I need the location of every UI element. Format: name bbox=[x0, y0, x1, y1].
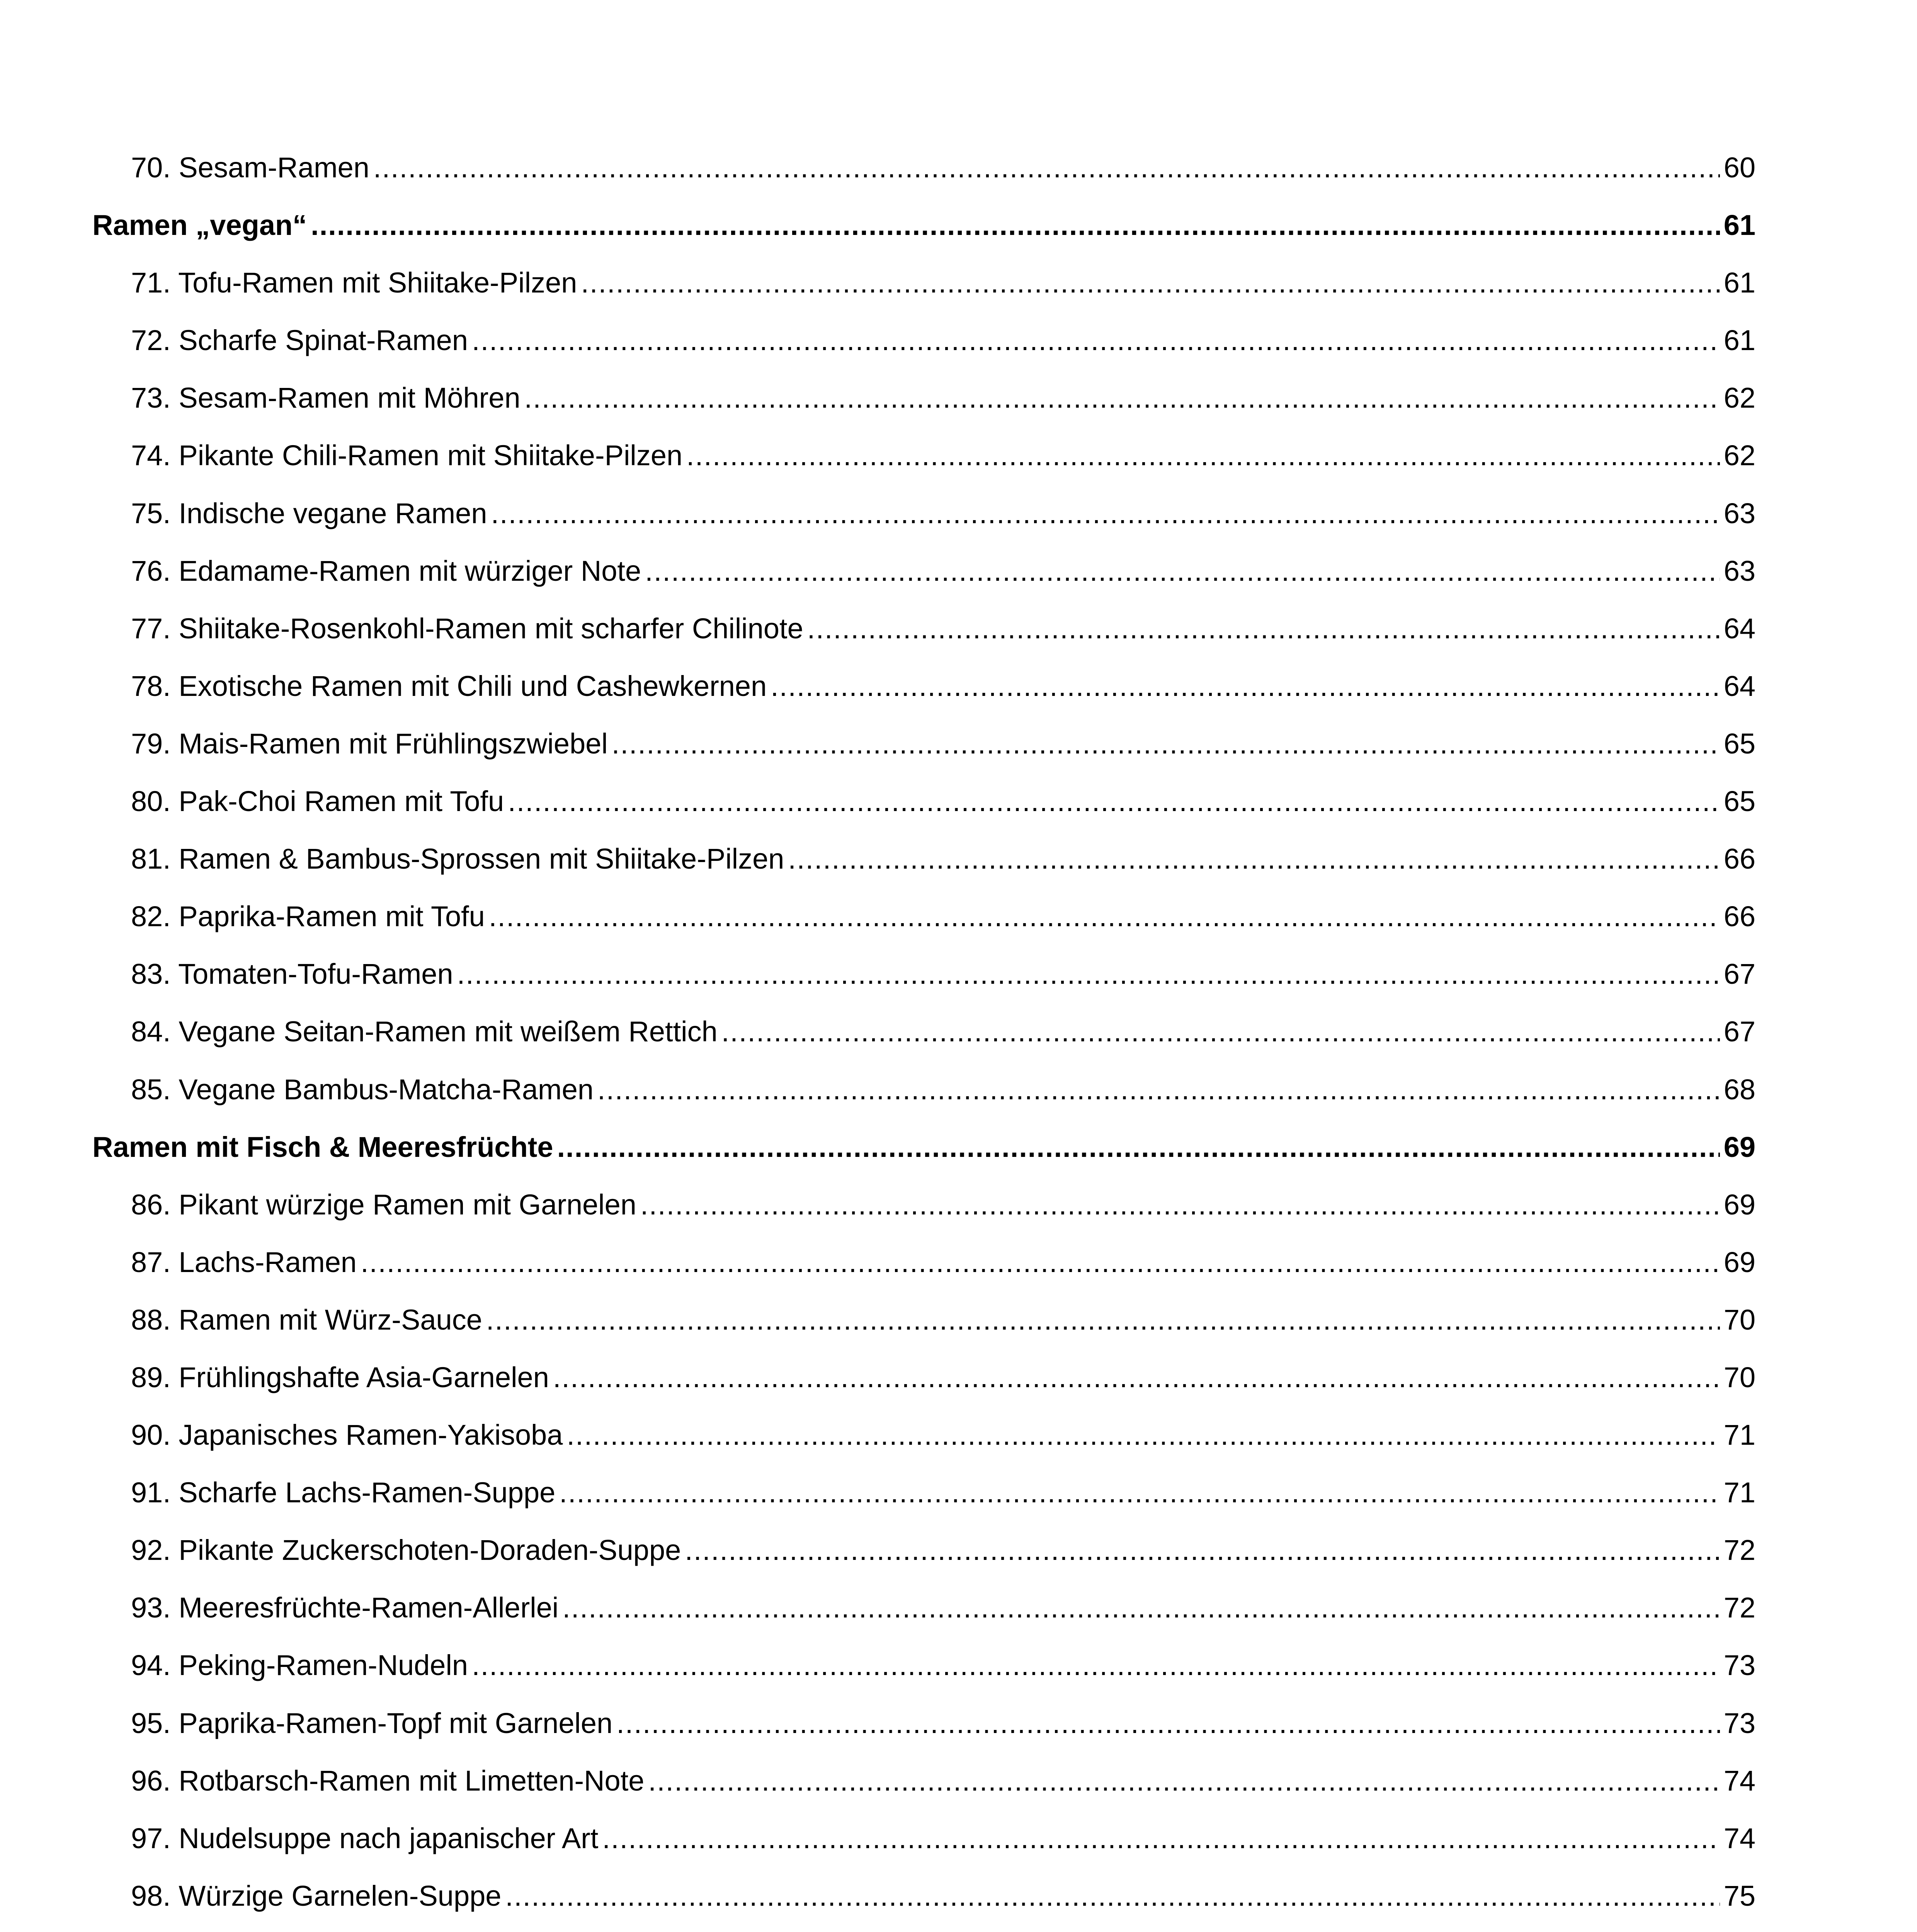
dot-leader bbox=[645, 1925, 1720, 1932]
toc-entry[interactable] bbox=[92, 1406, 1755, 1464]
recipe-title: 89. Frühlingshafte Asia-Garnelen bbox=[131, 1361, 549, 1393]
page-number: 65 bbox=[1723, 785, 1755, 818]
dot-leader bbox=[566, 1406, 1720, 1464]
page-number bbox=[1724, 1925, 1755, 1932]
dot-leader bbox=[524, 369, 1720, 427]
recipe-title: 91. Scharfe Lachs-Ramen-Suppe bbox=[131, 1476, 556, 1509]
section-title: Ramen mit Fisch & Meeresfrüchte bbox=[92, 1131, 553, 1163]
recipe-title: 97. Nudelsuppe nach japanischer Art bbox=[131, 1822, 599, 1854]
recipe-title: 86. Pikant würzige Ramen mit Garnelen bbox=[131, 1188, 636, 1221]
page-number: 67 bbox=[1723, 958, 1755, 990]
page-number: 64 bbox=[1723, 612, 1755, 645]
page-number: 64 bbox=[1723, 670, 1755, 702]
recipe-title: 95. Paprika-Ramen-Topf mit Garnelen bbox=[131, 1707, 613, 1739]
page-number: 68 bbox=[1723, 1073, 1755, 1105]
dot-leader bbox=[505, 1867, 1720, 1925]
dot-leader bbox=[640, 1176, 1720, 1233]
page-number: 72 bbox=[1723, 1534, 1755, 1566]
dot-leader bbox=[721, 1003, 1720, 1060]
recipe-title: 94. Peking-Ramen-Nudeln bbox=[131, 1649, 468, 1682]
dot-leader bbox=[557, 1118, 1720, 1176]
toc-entry[interactable] bbox=[92, 427, 1755, 484]
toc-entry[interactable] bbox=[92, 1521, 1755, 1579]
dot-leader bbox=[559, 1464, 1720, 1521]
dot-leader bbox=[553, 1349, 1720, 1406]
page-number: 61 bbox=[1723, 267, 1755, 299]
page-number: 69 bbox=[1723, 1188, 1755, 1221]
dot-leader bbox=[616, 1694, 1720, 1752]
toc-entry[interactable] bbox=[92, 311, 1755, 369]
toc-entry[interactable] bbox=[92, 1349, 1755, 1406]
recipe-title: 78. Exotische Ramen mit Chili und Cashewkernen bbox=[131, 670, 767, 702]
page-number: 71 bbox=[1723, 1419, 1755, 1451]
toc-entry[interactable] bbox=[92, 1061, 1755, 1118]
dot-leader bbox=[508, 772, 1720, 830]
toc-entry[interactable] bbox=[92, 888, 1755, 945]
toc-entry[interactable] bbox=[92, 715, 1755, 772]
recipe-title: 98. Würzige Garnelen-Suppe bbox=[131, 1879, 502, 1912]
page-number: 66 bbox=[1723, 843, 1755, 875]
toc-entry[interactable] bbox=[92, 1694, 1755, 1752]
recipe-title: 73. Sesam-Ramen mit Möhren bbox=[131, 382, 520, 414]
dot-leader bbox=[648, 1752, 1720, 1810]
dot-leader bbox=[612, 715, 1720, 772]
toc-entry[interactable] bbox=[92, 772, 1755, 830]
toc-entry[interactable] bbox=[92, 1464, 1755, 1521]
dot-leader bbox=[491, 485, 1720, 542]
toc-entry[interactable] bbox=[92, 657, 1755, 715]
toc-entry[interactable] bbox=[92, 1291, 1755, 1349]
toc-entry[interactable] bbox=[92, 1003, 1755, 1060]
dot-leader bbox=[486, 1291, 1720, 1349]
recipe-title: 84. Vegane Seitan-Ramen mit weißem Rettich bbox=[131, 1015, 718, 1048]
toc-entry[interactable] bbox=[92, 485, 1755, 542]
recipe-title: 75. Indische vegane Ramen bbox=[131, 497, 487, 529]
recipe-title: 90. Japanisches Ramen-Yakisoba bbox=[131, 1419, 563, 1451]
toc-section-heading[interactable] bbox=[92, 1118, 1755, 1176]
recipe-title bbox=[131, 1925, 641, 1932]
dot-leader bbox=[361, 1233, 1720, 1291]
recipe-title: 85. Vegane Bambus-Matcha-Ramen bbox=[131, 1073, 594, 1105]
toc-entry[interactable] bbox=[92, 1752, 1755, 1810]
page-number: 74 bbox=[1723, 1822, 1755, 1854]
page-number: 63 bbox=[1723, 554, 1755, 587]
toc-entry[interactable] bbox=[92, 542, 1755, 600]
toc-entry[interactable] bbox=[92, 1176, 1755, 1233]
toc-entry[interactable] bbox=[92, 1579, 1755, 1636]
dot-leader bbox=[472, 311, 1720, 369]
recipe-title: 82. Paprika-Ramen mit Tofu bbox=[131, 900, 485, 933]
toc-entry[interactable] bbox=[92, 1810, 1755, 1867]
page-number: 75 bbox=[1723, 1879, 1755, 1912]
recipe-title: 96. Rotbarsch-Ramen mit Limetten-Note bbox=[131, 1764, 645, 1797]
page-number: 62 bbox=[1723, 439, 1755, 472]
toc-entry[interactable] bbox=[92, 600, 1755, 657]
recipe-title: 76. Edamame-Ramen mit würziger Note bbox=[131, 554, 641, 587]
dot-leader bbox=[311, 196, 1720, 254]
dot-leader bbox=[602, 1810, 1720, 1867]
toc-entry[interactable] bbox=[92, 254, 1755, 311]
toc-entry[interactable] bbox=[92, 139, 1755, 196]
page-number: 70 bbox=[1723, 1303, 1755, 1336]
recipe-title: 87. Lachs-Ramen bbox=[131, 1246, 357, 1278]
page-number: 63 bbox=[1723, 497, 1755, 529]
page-number: 72 bbox=[1723, 1592, 1755, 1624]
dot-leader bbox=[489, 888, 1720, 945]
dot-leader bbox=[685, 1521, 1720, 1579]
recipe-title: 83. Tomaten-Tofu-Ramen bbox=[131, 958, 453, 990]
toc-section-heading[interactable] bbox=[92, 196, 1755, 254]
dot-leader bbox=[457, 945, 1720, 1003]
toc-entry[interactable] bbox=[92, 945, 1755, 1003]
recipe-title: 71. Tofu-Ramen mit Shiitake-Pilzen bbox=[131, 267, 577, 299]
recipe-title: 80. Pak-Choi Ramen mit Tofu bbox=[131, 785, 504, 818]
dot-leader bbox=[373, 139, 1720, 196]
page-number: 74 bbox=[1723, 1764, 1755, 1797]
dot-leader bbox=[562, 1579, 1720, 1636]
page-number: 73 bbox=[1723, 1649, 1755, 1682]
recipe-title: 93. Meeresfrüchte-Ramen-Allerlei bbox=[131, 1592, 559, 1624]
toc-entry[interactable] bbox=[92, 1636, 1755, 1694]
recipe-title: 81. Ramen & Bambus-Sprossen mit Shiitake-Pilzen bbox=[131, 843, 784, 875]
dot-leader bbox=[581, 254, 1720, 311]
page-number: 67 bbox=[1723, 1015, 1755, 1048]
toc-entry[interactable] bbox=[92, 1925, 1755, 1932]
dot-leader bbox=[788, 830, 1720, 888]
page-number: 62 bbox=[1723, 382, 1755, 414]
dot-leader bbox=[771, 657, 1720, 715]
page-number: 71 bbox=[1723, 1476, 1755, 1509]
toc-entry[interactable] bbox=[92, 369, 1755, 427]
page-number: 69 bbox=[1723, 1131, 1755, 1163]
toc-entry[interactable] bbox=[92, 830, 1755, 888]
toc-entry[interactable] bbox=[92, 1233, 1755, 1291]
dot-leader bbox=[686, 427, 1720, 484]
recipe-title: 88. Ramen mit Würz-Sauce bbox=[131, 1303, 482, 1336]
page-number: 66 bbox=[1723, 900, 1755, 933]
dot-leader bbox=[597, 1061, 1720, 1118]
page-number: 73 bbox=[1723, 1707, 1755, 1739]
page-number: 69 bbox=[1723, 1246, 1755, 1278]
recipe-title: 92. Pikante Zuckerschoten-Doraden-Suppe bbox=[131, 1534, 681, 1566]
toc-entry[interactable] bbox=[92, 1867, 1755, 1925]
page-number: 61 bbox=[1723, 324, 1755, 357]
page-number: 60 bbox=[1723, 151, 1755, 184]
dot-leader bbox=[807, 600, 1720, 657]
recipe-title: 72. Scharfe Spinat-Ramen bbox=[131, 324, 468, 357]
page-number: 65 bbox=[1723, 727, 1755, 760]
recipe-title: 79. Mais-Ramen mit Frühlingszwiebel bbox=[131, 727, 608, 760]
table-of-contents bbox=[92, 139, 1755, 1932]
page-number: 61 bbox=[1723, 209, 1755, 242]
recipe-title: 77. Shiitake-Rosenkohl-Ramen mit scharfer Chilinote bbox=[131, 612, 803, 645]
page-number: 70 bbox=[1723, 1361, 1755, 1393]
recipe-title: 70. Sesam-Ramen bbox=[131, 151, 369, 184]
dot-leader bbox=[472, 1636, 1720, 1694]
dot-leader bbox=[645, 542, 1720, 600]
recipe-title: 74. Pikante Chili-Ramen mit Shiitake-Pilzen bbox=[131, 439, 683, 472]
section-title: Ramen „vegan“ bbox=[92, 209, 307, 242]
